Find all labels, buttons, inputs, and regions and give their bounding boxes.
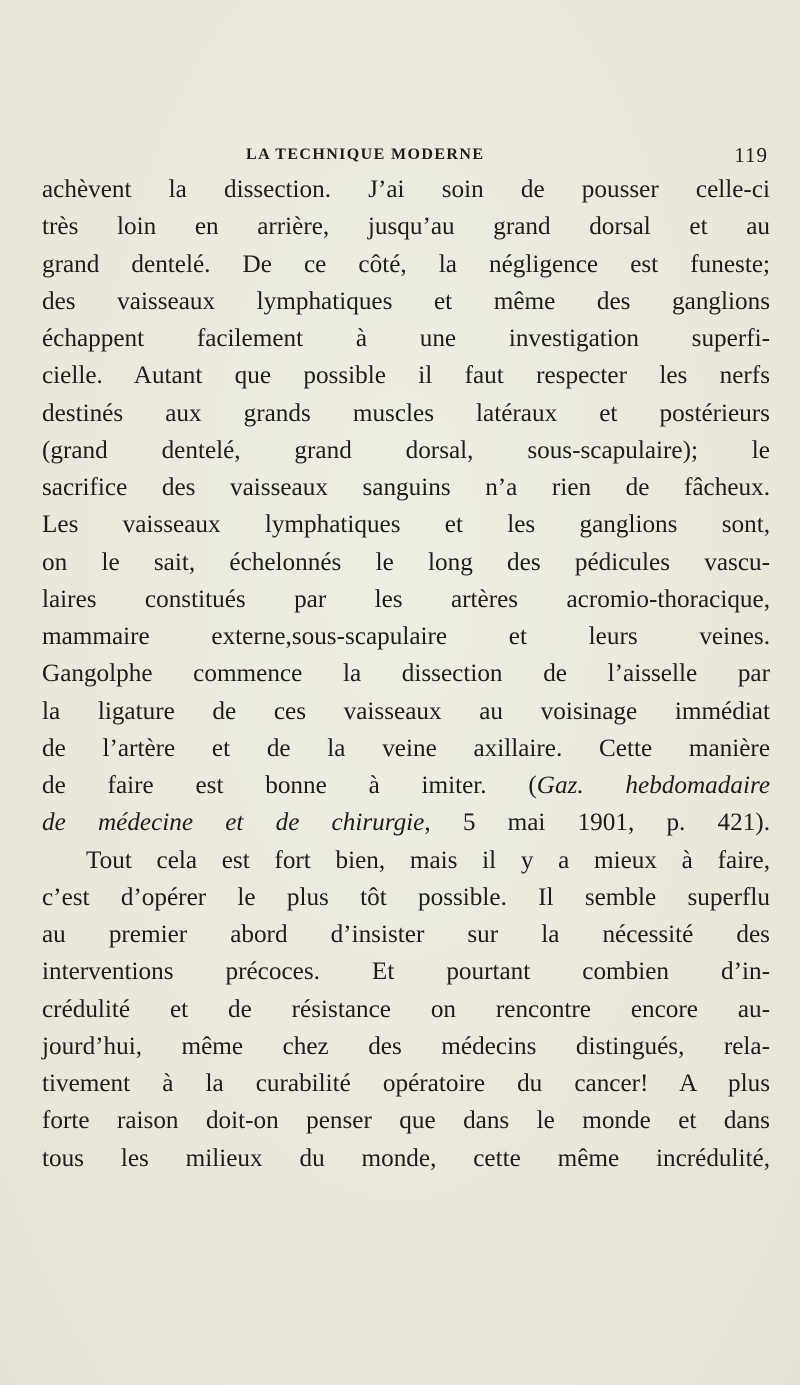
text-line: forte raison doit-on penser que dans le monde et dans xyxy=(42,1107,770,1135)
text-line: (grand dentelé, grand dorsal, sous-scapulaire); le xyxy=(42,436,770,464)
text-line: cielle. Autant que possible il faut respecter les nerfs xyxy=(42,362,770,390)
text-line: Tout cela est fort bien, mais il y a mieux à faire, xyxy=(86,846,770,874)
text-line: laires constitués par les artères acromio-thoracique, xyxy=(42,585,770,613)
text-line: achèvent la dissection. J’ai soin de pousser celle-ci xyxy=(42,176,770,203)
citation-open: ( xyxy=(486,772,537,799)
page-number: 119 xyxy=(734,143,768,167)
text-line: grand dentelé. De ce côté, la négligence est funeste; xyxy=(42,250,770,278)
text-line: c’est d’opérer le plus tôt possible. Il semble superflu xyxy=(42,883,770,911)
text-line: de l’artère et de la veine axillaire. Cette manière xyxy=(42,734,770,762)
text-line: Les vaisseaux lymphatiques et les ganglions sont, xyxy=(42,511,770,539)
text-line: destinés aux grands muscles latéraux et postérieurs xyxy=(42,399,770,427)
text-line: très loin en arrière, jusqu’au grand dorsal et au xyxy=(42,213,770,241)
citation-line xyxy=(42,804,770,841)
body-text xyxy=(42,171,770,1177)
text-line: sacrifice des vaisseaux sanguins n’a rien de fâcheux. xyxy=(42,474,770,501)
text-segment: de faire est bonne à imiter. xyxy=(42,772,487,799)
citation-journal: Gaz. hebdomadaire xyxy=(536,772,770,799)
text-line: des vaisseaux lymphatiques et même des ganglions xyxy=(42,287,770,315)
text-line: mammaire externe,sous-scapulaire et leurs veines. xyxy=(42,623,770,650)
citation-journal-cont: de médecine et de chirurgie xyxy=(42,809,425,837)
text-line: échappent facilement à une investigation superfi- xyxy=(42,325,770,352)
text-line: la ligature de ces vaisseaux au voisinage immédiat xyxy=(42,697,770,725)
text-line: interventions précoces. Et pourtant combien d’in- xyxy=(42,958,770,986)
text-line: crédulité et de résistance on rencontre encore au- xyxy=(42,995,770,1023)
citation-details: , 5 mai 1901, p. 421). xyxy=(424,809,770,837)
text-line: jourd’hui, même chez des médecins distingués, rela- xyxy=(42,1032,770,1060)
running-head: LA TECHNIQUE MODERNE xyxy=(246,146,485,163)
text-line: Gangolphe commence la dissection de l’aisselle par xyxy=(42,660,770,688)
text-line: on le sait, échelonnés le long des pédicules vascu- xyxy=(42,548,770,576)
text-line: tivement à la curabilité opératoire du cancer! A plus xyxy=(42,1070,770,1097)
citation-line xyxy=(42,767,770,804)
text-line: au premier abord d’insister sur la nécessité des xyxy=(42,921,770,948)
text-line: tous les milieux du monde, cette même incrédulité, xyxy=(42,1144,770,1172)
